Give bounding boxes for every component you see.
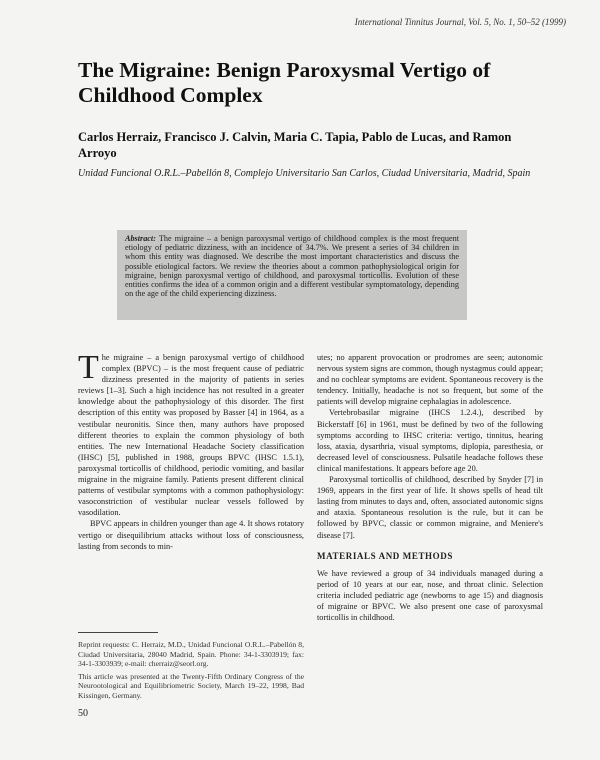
abstract-label: Abstract: — [125, 234, 156, 243]
abstract-box — [117, 230, 467, 320]
body-paragraph: utes; no apparent provocation or prodromes are seen; autonomic nervous system signs are common, though nystagmus could appear; and no cochlear symptoms are evident. Spontaneous recovery is the tendency. Initially, headache is not so frequent, but some of the patients will develop migraine cephalagias in adolescence. — [317, 353, 543, 407]
drop-cap: T — [78, 349, 99, 386]
body-paragraph: We have reviewed a group of 34 individuals managed during a period of 10 years at our ear, nose, and throat clinic. Selection criteria included pediatric age (newborns to age 15) and diagnosis of migraine or BPVC. We also present one case of paroxysmal torticollis in childhood. — [317, 568, 543, 623]
body-paragraph: The migraine – a benign paroxysmal vertigo of childhood complex (BPVC) – is the most frequent cause of pediatric dizziness presented in the majority of patients in series reviews [1–3]. Such a high incidence has not resulted in a greater knowledge about the pathophysiology of this disorder. The first description of this entity was proposed by Basser [4] in 1964, as a vestibular neuronitis. Since then, many authors have proposed different theories to explain the common physiology of both entities. The new International Headache Society classification (IHSC) [5], published in 1988, groups BPVC (IHSC 1.5.1), paroxysmal torticollis of childhood, periodic vomiting, and basilar migraine in the migraine family. Patients present different clinical patterns of vestibular symptoms with a common pathophysiology: vasoconstriction of vestibular nuclear vessels followed by vasodilation. — [78, 349, 304, 518]
body-paragraph: Paroxysmal torticollis of childhood, described by Snyder [7] in 1969, appears in the first year of life. It shows spells of head tilt lasting from minutes to days and, often, associated autonomic signs and ataxia. Spontaneous resolution is the rule, but it can be followed by BPVC, classic or common migraine, and Meniere's disease [7]. — [317, 475, 543, 540]
author-list: Carlos Herraiz, Francisco J. Calvin, Maria C. Tapia, Pablo de Lucas, and Ramon Arroyo — [78, 130, 512, 160]
body-paragraph: Vertebrobasilar migraine (IHCS 1.2.4.), described by Bickerstaff [6] in 1961, must be defined by two of the following symptoms according to IHSC criteria: vertigo, tinnitus, hearing loss, ataxia, dysarthria, visual symptoms, diplopia, paresthesia, or decreased level of consciousness. Pulsatile headache follows these clinical manifestations. It appears before age 20. — [317, 408, 543, 473]
article-title: The Migraine: Benign Paroxysmal Vertigo of Childhood Complex — [78, 58, 491, 107]
section-heading-materials-methods: MATERIALS AND METHODS — [317, 550, 453, 561]
journal-header: International Tinnitus Journal, Vol. 5, No. 1, 50–52 (1999) — [354, 17, 566, 27]
footnotes — [78, 640, 304, 704]
body-paragraph: BPVC appears in children younger than age 4. It shows rotatory vertigo or disequilibrium attacks without loss of consciousness, lasting from seconds to min- — [78, 519, 304, 551]
footnote-presentation: This article was presented at the Twenty-Fifth Ordinary Congress of the Neurootological and Equilibriometric Society, March 19–22, 1998, Bad Kissingen, Germany. — [78, 671, 304, 700]
abstract-text: The migraine – a benign paroxysmal vertigo of childhood complex is the most frequent etiology of pediatric dizziness, with an incidence of 34.7%. We present a series of 34 children in whom this entity was diagnosed. We describe the most important characteristics and discuss the possible etiological factors. We review the theories about a common pathophysiological origin for migraine, benign paroxysmal vertigo of childhood, and paroxysmal torticollis. Evolution of these entities confirms the idea of a common origin and a different vestibular symptomatology, depending on the age of the child experiencing dizziness. — [125, 234, 459, 299]
page-number: 50 — [78, 708, 88, 719]
author-affiliation: Unidad Funcional O.R.L.–Pabellón 8, Complejo Universitario San Carlos, Ciudad Universitaria, Madrid, Spain — [78, 168, 531, 179]
body-column-left — [78, 349, 304, 552]
footnote-rule — [78, 632, 158, 633]
footnote-reprint: Reprint requests: C. Herraiz, M.D., Unidad Funcional O.R.L.–Pabellón 8, Ciudad Universitaria, 28040 Madrid, Spain. Phone: 34-1-3303919; fax: 34-1-3303939; e-mail: cherraiz@seorl.org. — [78, 640, 304, 669]
body-column-right — [317, 352, 543, 623]
